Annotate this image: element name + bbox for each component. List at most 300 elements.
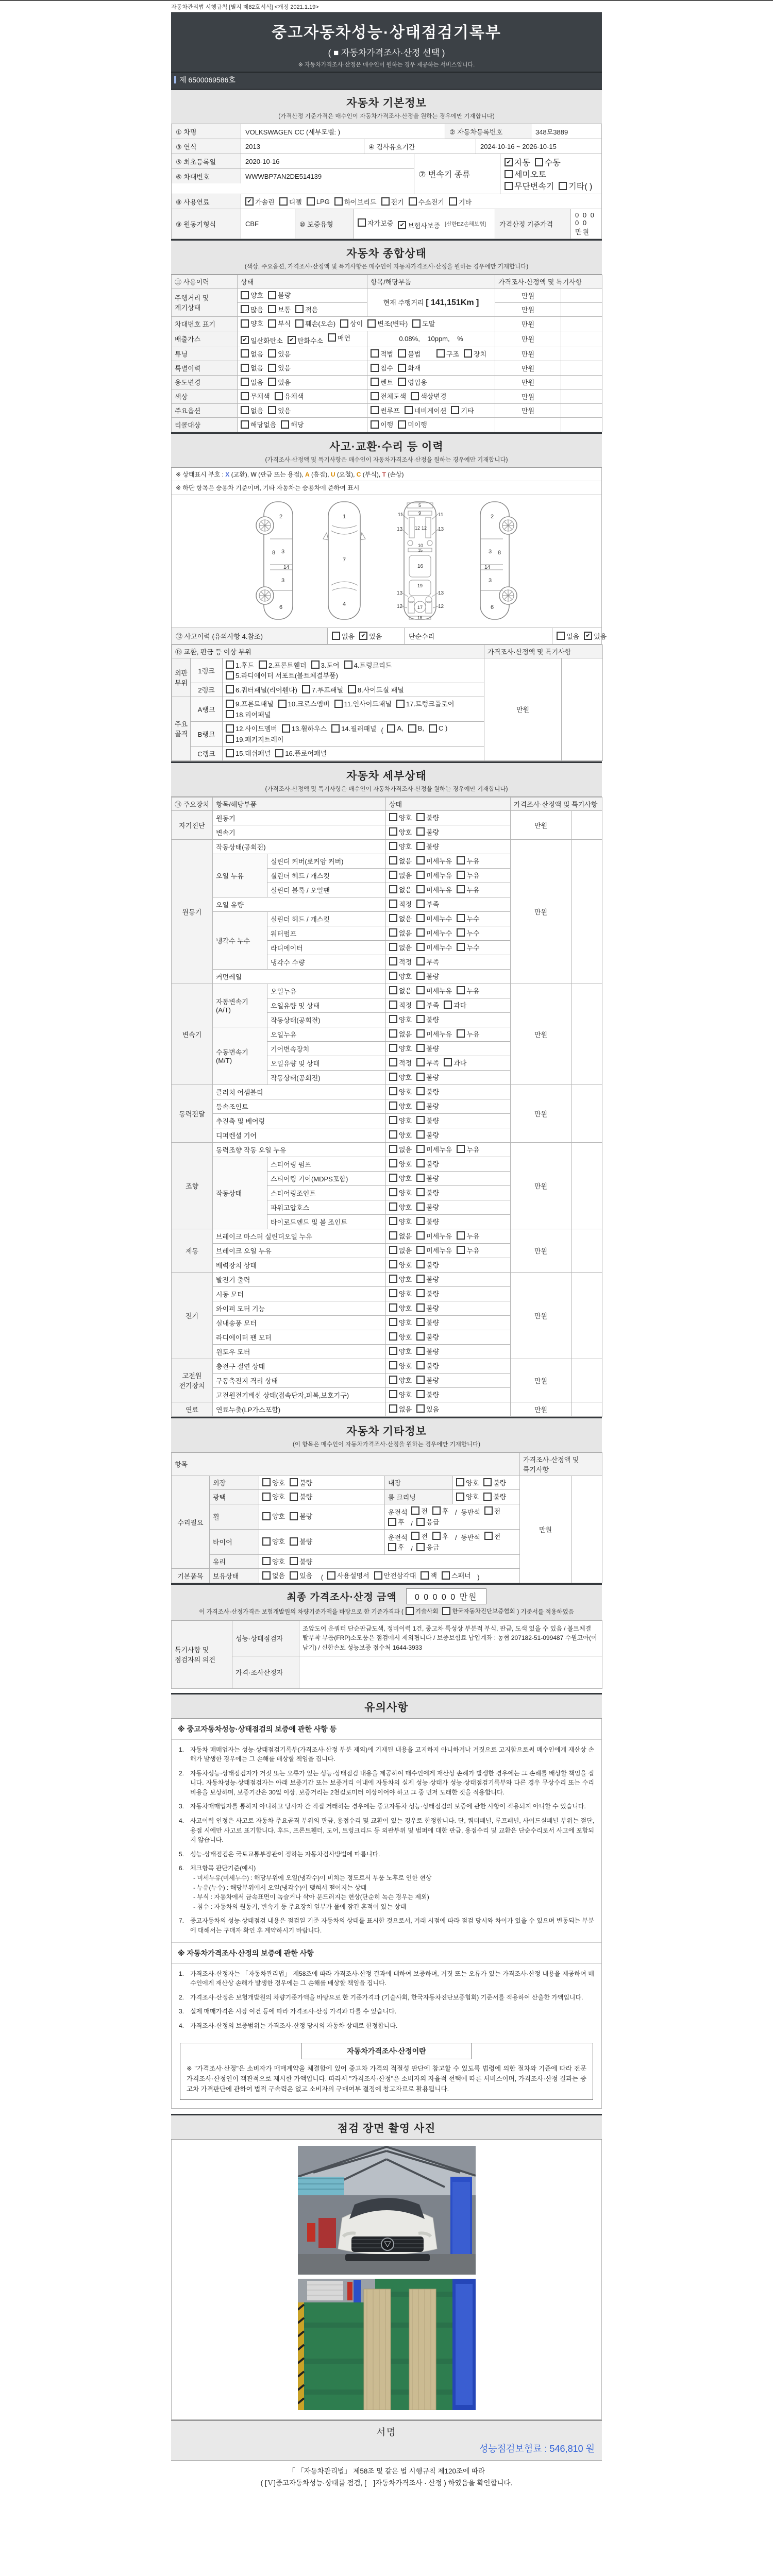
checkbox-unchecked[interactable]: 양호: [389, 1202, 412, 1212]
item-state-checks: [386, 1344, 511, 1359]
detail-row: [172, 1402, 602, 1416]
item-state-checks: [386, 1113, 511, 1128]
checkbox-unchecked[interactable]: 전: [411, 1531, 428, 1541]
checkbox-unchecked[interactable]: 없음: [262, 1570, 285, 1580]
checkbox-unchecked[interactable]: 부족: [416, 1000, 439, 1010]
checkbox-unchecked[interactable]: 후: [388, 1517, 405, 1527]
checkbox-unchecked[interactable]: 불량: [416, 1361, 439, 1370]
item-label: 브레이크 오일 누유: [213, 1243, 386, 1258]
checkbox-unchecked[interactable]: 양호: [389, 1274, 412, 1284]
checkbox-unchecked[interactable]: A,: [387, 724, 403, 733]
checkbox-unchecked[interactable]: 미세누수: [416, 942, 452, 952]
checkbox-unchecked[interactable]: 화재: [398, 363, 421, 372]
checkbox-unchecked[interactable]: 없음: [389, 942, 412, 952]
checkbox-unchecked[interactable]: 무채색: [241, 391, 270, 401]
checkbox-unchecked[interactable]: 19.패키지트레이: [226, 734, 283, 744]
checkbox-unchecked[interactable]: 네비게이션: [405, 405, 447, 415]
checkbox-unchecked[interactable]: 세미오토: [505, 168, 546, 180]
checkbox-unchecked[interactable]: 12.사이드멤버: [226, 723, 277, 733]
checkbox-unchecked[interactable]: 침수: [371, 363, 393, 372]
car-name-label: ① 차명: [172, 124, 241, 139]
checkbox-unchecked[interactable]: 양호: [389, 1043, 412, 1053]
item-label: 등속조인트: [213, 1099, 386, 1113]
room-cleaning-label: 룸 크리닝: [385, 1490, 453, 1504]
checkbox-unchecked[interactable]: 미세누유: [416, 986, 452, 995]
checkbox-unchecked[interactable]: 불량: [290, 1511, 312, 1521]
checkbox-checked[interactable]: ✔ 보험사보증: [398, 221, 440, 230]
checkbox-unchecked[interactable]: 누유: [457, 1144, 479, 1154]
checkbox-unchecked[interactable]: 1.후드: [226, 660, 254, 670]
checkbox-unchecked[interactable]: 전: [484, 1506, 501, 1516]
checkbox-unchecked[interactable]: 과다: [444, 1000, 466, 1010]
checkbox-unchecked[interactable]: 적음: [295, 304, 318, 314]
base-price-label: 가격산정 기준가격: [495, 209, 571, 239]
svg-text:3: 3: [281, 577, 285, 584]
item-label: 변속기: [213, 825, 386, 839]
checkbox-unchecked[interactable]: 부족: [416, 1058, 439, 1067]
checkbox-unchecked[interactable]: 사용설명서: [327, 1570, 369, 1580]
checkbox-unchecked[interactable]: 하이브리드: [334, 197, 377, 207]
checkbox-unchecked[interactable]: 기타: [451, 405, 474, 415]
checkbox-unchecked[interactable]: 미세누유: [416, 1144, 452, 1154]
checkbox-unchecked[interactable]: 양호: [456, 1478, 479, 1487]
checkbox-unchecked[interactable]: 5.라디에이터 서포트(볼트체결부품): [226, 670, 338, 680]
checkbox-unchecked[interactable]: 불량: [416, 812, 439, 822]
checkbox-unchecked[interactable]: 불량: [416, 1317, 439, 1327]
interior-checks: [453, 1476, 520, 1490]
item-state-checks: [386, 810, 511, 825]
checkbox-unchecked[interactable]: 불량: [416, 1216, 439, 1226]
section-detail-subtitle: (가격조사·산정액 및 특기사항은 매수인이 자동차가격조사·산정을 원하는 경우에만 기재합니다): [265, 786, 508, 792]
checkbox-unchecked[interactable]: 후: [388, 1542, 405, 1552]
fuel-label: ⑧ 사용연료: [172, 194, 241, 209]
svg-text:17: 17: [417, 604, 423, 610]
checkbox-unchecked[interactable]: 불법: [398, 349, 421, 359]
checkbox-unchecked[interactable]: 응급: [416, 1517, 439, 1527]
notice-bullet: - 부식 : 자동차에서 금속표면이 녹슬거나 삭아 문드러지는 현상(단순히 녹슨 경우는 제외): [193, 1893, 429, 1901]
checkbox-unchecked[interactable]: 미세누수: [416, 913, 452, 923]
item-label: 기어변속장치: [267, 1041, 386, 1056]
checkbox-unchecked[interactable]: 없음: [389, 1245, 412, 1255]
simple-repair-checks: [552, 628, 615, 644]
checkbox-unchecked[interactable]: 미세누유: [416, 856, 452, 866]
checkbox-unchecked[interactable]: 양호: [389, 1101, 412, 1111]
checkbox-unchecked[interactable]: 상이: [340, 318, 363, 328]
checkbox-unchecked[interactable]: 도말: [412, 318, 435, 328]
checkbox-unchecked[interactable]: 렌트: [371, 377, 393, 387]
checkbox-unchecked[interactable]: LPG: [307, 197, 330, 206]
checkbox-unchecked[interactable]: 불량: [416, 1202, 439, 1212]
possession-checks: 없음 있음 ( 사용설명서 안전삼각대 잭 스패너 ): [259, 1569, 520, 1583]
checkbox-unchecked[interactable]: 안전삼각대: [374, 1570, 416, 1580]
checkbox-unchecked[interactable]: 16.플로어패널: [275, 748, 327, 758]
checkbox-unchecked[interactable]: 영업용: [398, 377, 427, 387]
svg-text:12: 12: [415, 525, 421, 531]
checkbox-unchecked[interactable]: 불량: [416, 1159, 439, 1168]
checkbox-unchecked[interactable]: 양호: [389, 1115, 412, 1125]
checkbox-unchecked[interactable]: 불량: [483, 1478, 506, 1487]
item-state-checks: [386, 984, 511, 998]
svg-text:16: 16: [417, 563, 424, 569]
checkbox-unchecked[interactable]: 양호: [389, 971, 412, 981]
checkbox-checked[interactable]: ✔ 자동: [505, 156, 530, 168]
checkbox-unchecked[interactable]: 양호: [389, 1389, 412, 1399]
checkbox-unchecked[interactable]: 10.크로스멤버: [278, 699, 330, 708]
checkbox-unchecked[interactable]: 누유: [457, 1231, 479, 1241]
special-history-detail: [367, 361, 495, 376]
base-price-value: 0 0 0 0 0 만원: [575, 211, 595, 236]
checkbox-unchecked[interactable]: 양호: [262, 1478, 285, 1487]
device-label: 변속기: [172, 984, 213, 1084]
checkbox-unchecked[interactable]: 불량: [416, 841, 439, 851]
checkbox-unchecked[interactable]: 누수: [457, 913, 479, 923]
checkbox-unchecked[interactable]: 미세누유: [416, 870, 452, 880]
rankA-label: A랭크: [191, 697, 223, 722]
checkbox-unchecked[interactable]: 양호: [389, 1375, 412, 1385]
glass-label: 유리: [210, 1554, 259, 1569]
section-notice-title: 유의사항: [364, 1701, 409, 1714]
checkbox-unchecked[interactable]: 양호: [389, 1332, 412, 1342]
price-cell: 만원: [511, 1084, 572, 1142]
checkbox-unchecked[interactable]: 잭: [421, 1570, 437, 1580]
checkbox-unchecked[interactable]: 부족: [416, 899, 439, 909]
checkbox-unchecked[interactable]: 없음: [241, 349, 263, 359]
checkbox-unchecked[interactable]: 미세누유: [416, 885, 452, 894]
checkbox-unchecked[interactable]: 양호: [389, 1260, 412, 1269]
checkbox-unchecked[interactable]: 전: [484, 1531, 501, 1541]
price-cell: 만원: [511, 810, 572, 839]
section-detail-title: 자동차 세부상태: [346, 770, 427, 782]
confirmation-statement: [171, 2466, 602, 2489]
checkbox-unchecked[interactable]: 불량: [483, 1492, 506, 1501]
checkbox-unchecked[interactable]: 18.리어패널: [226, 709, 271, 719]
checkbox-unchecked[interactable]: 기타: [449, 197, 472, 207]
checkbox-unchecked[interactable]: 보통: [268, 304, 291, 314]
checkbox-unchecked[interactable]: 양호: [389, 1346, 412, 1356]
checkbox-unchecked[interactable]: 부족: [416, 957, 439, 967]
checkbox-unchecked[interactable]: 불량: [416, 1101, 439, 1111]
detail-row: [172, 1359, 602, 1373]
checkbox-unchecked[interactable]: 양호: [389, 1014, 412, 1024]
checkbox-unchecked[interactable]: 양호: [389, 841, 412, 851]
accident-history-label: ⑫ 사고이력 (유의사항 4.참조): [172, 628, 328, 644]
car-diagram-side-right: [471, 499, 520, 622]
vin-value: WWWBP7AN2DE514139: [245, 172, 322, 180]
notice-item: 6. 체크항목 판단기준(예시) - 미세누유(미세누수) : 해당부위에 오일(냉각수)이 비치는 정도로서 부품 노후로 인한 현상 - 누유(누수) : 해당부위에서 오일(냉각수)이 맺혀서 떨어지는 상태 - 부식 : 자동차에서 금속표면이 녹슬거나 삭아 문드러지는 현상(단순히 녹슨 경우는 제외) - 침수 : 자동차의 원동기, 변속기 등 주요장치 일부가 물에 잠긴 흔적이 있는 상태: [179, 1863, 594, 1911]
checkbox-unchecked[interactable]: 양호: [389, 1216, 412, 1226]
checkbox-unchecked[interactable]: 4.트렁크리드: [344, 660, 392, 670]
svg-text:9: 9: [418, 510, 422, 516]
checkbox-unchecked[interactable]: 과다: [444, 1058, 466, 1067]
checkbox-unchecked[interactable]: 전: [411, 1506, 428, 1516]
checkbox-unchecked[interactable]: 훼손(오손): [295, 318, 335, 328]
checkbox-unchecked[interactable]: 수소전기: [409, 197, 444, 207]
checkbox-unchecked[interactable]: 불량: [416, 1274, 439, 1284]
checkbox-unchecked[interactable]: 양호: [389, 1361, 412, 1370]
checkbox-unchecked[interactable]: 6.쿼터패널(리어휀다): [226, 685, 297, 694]
checkbox-unchecked[interactable]: 누유: [457, 856, 479, 866]
checkbox-unchecked[interactable]: 불량: [416, 1072, 439, 1082]
checkbox-unchecked[interactable]: 디젤: [279, 197, 302, 207]
checkbox-unchecked[interactable]: 2.프론트휀더: [259, 660, 307, 670]
checkbox-unchecked[interactable]: 없음: [389, 1144, 412, 1154]
checkbox-unchecked[interactable]: 15.대쉬패널: [226, 748, 271, 758]
checkbox-unchecked[interactable]: 불량: [416, 1303, 439, 1313]
checkbox-unchecked[interactable]: 무단변속기: [505, 180, 554, 192]
checkbox-unchecked[interactable]: 없음: [389, 856, 412, 866]
checkbox-unchecked[interactable]: 기타( ): [559, 180, 592, 192]
checkbox-checked[interactable]: ✔ 가솔린: [245, 197, 275, 207]
checkbox-unchecked[interactable]: 자가보증: [358, 218, 393, 228]
polish-checks: [259, 1490, 385, 1504]
photo-underbody-bay: [298, 2279, 476, 2410]
item-state-checks: [386, 955, 511, 969]
svg-text:3: 3: [281, 548, 285, 555]
confirmation-line2: ( [Ｖ]중고자동차성능·상태를 점검, [ ]자동차가격조사 · 산정 ) 하였음을 확인합니다.: [260, 2479, 513, 2487]
checkbox-unchecked[interactable]: 없음: [389, 986, 412, 995]
checkbox-unchecked[interactable]: 불량: [416, 1289, 439, 1298]
checkbox-unchecked[interactable]: 매연: [328, 333, 350, 343]
confirmation-line1: 「 「자동차관리법」 제58조 및 같은 법 시행규칙 제120조에 따라: [288, 2467, 485, 2475]
checkbox-unchecked[interactable]: 스패너: [442, 1570, 471, 1580]
checkbox-unchecked[interactable]: 적정: [389, 1058, 412, 1067]
svg-text:1: 1: [343, 513, 346, 520]
item-label: 와이퍼 모터 기능: [213, 1301, 386, 1315]
checkbox-unchecked[interactable]: 7.루프패널: [302, 685, 343, 694]
state-code-C: C: [356, 470, 361, 478]
checkbox-unchecked[interactable]: 있음: [268, 349, 291, 359]
svg-text:6: 6: [491, 604, 494, 611]
checkbox-unchecked[interactable]: 9.프론트패널: [226, 699, 274, 708]
item-state-checks: [386, 940, 511, 955]
tuning-checks: [238, 347, 367, 361]
note-cell: [572, 984, 602, 1084]
checkbox-unchecked[interactable]: 없음: [389, 913, 412, 923]
checkbox-unchecked[interactable]: 적법: [371, 349, 393, 359]
checkbox-unchecked[interactable]: 없음: [241, 363, 263, 372]
section-overall: [171, 239, 602, 275]
checkbox-unchecked[interactable]: 썬루프: [371, 405, 400, 415]
color-detail: [367, 389, 495, 404]
checkbox-unchecked[interactable]: 불량: [268, 290, 291, 300]
checkbox-unchecked[interactable]: 없음: [389, 1029, 412, 1039]
item-label: 실린더 헤드 / 개스킷: [267, 868, 386, 883]
checkbox-unchecked[interactable]: 없음: [389, 1231, 412, 1241]
final-price-value: 0 0 0 0 0 만원: [406, 1588, 486, 1604]
checkbox-unchecked[interactable]: 불량: [416, 827, 439, 837]
checkbox-unchecked[interactable]: 미이행: [398, 419, 427, 429]
checkbox-unchecked[interactable]: 없음: [389, 870, 412, 880]
checkbox-unchecked[interactable]: 불량: [416, 1043, 439, 1053]
section-notice: [171, 1693, 602, 1719]
checkbox-unchecked[interactable]: 미세누유: [416, 1245, 452, 1255]
checkbox-unchecked[interactable]: 불량: [290, 1492, 312, 1501]
glass-checks: [259, 1554, 520, 1569]
checkbox-unchecked[interactable]: 누수: [457, 928, 479, 938]
checkbox-unchecked[interactable]: 응급: [416, 1542, 439, 1552]
checkbox-unchecked[interactable]: 없음: [389, 928, 412, 938]
plate-value: 348모3889: [535, 128, 568, 136]
checkbox-unchecked[interactable]: 많음: [241, 304, 263, 314]
section-basic-info: [171, 89, 602, 124]
item-state-checks: [386, 1229, 511, 1243]
checkbox-unchecked[interactable]: 한국자동차진단보증협회: [442, 1607, 515, 1615]
checkbox-unchecked[interactable]: 양호: [262, 1556, 285, 1566]
checkbox-unchecked[interactable]: 양호: [389, 1087, 412, 1096]
etc-table: 항목 가격조사·산정액 및 특기사항 수리필요 외장 양호 불량 내장 양호 불량 만원 광택 양호 불량 룸 크리닝 양호 불량 휠 양호 불량 운전석 전 후 / 동반석 전 후 / 응급 타이어 양호 불량 운전석 전 후 / 동반석 전 후 / 응급 유리 양호 불량 기본품목 보유상태 없음 있음 ( 사용설명서 안전삼각대 잭 스패너 ): [171, 1452, 602, 1583]
report-note: ※ 자동차가격조사·산정은 매수인이 원하는 경우 제공하는 서비스입니다.: [298, 62, 475, 68]
checkbox-unchecked[interactable]: 변조(변타): [367, 318, 408, 328]
svg-text:8: 8: [272, 549, 276, 556]
checkbox-unchecked[interactable]: 수동: [535, 156, 561, 168]
appraiser-label: 가격·조사산정자: [232, 1656, 299, 1688]
checkbox-unchecked[interactable]: 누유: [457, 885, 479, 894]
checkbox-unchecked[interactable]: 누유: [457, 1245, 479, 1255]
detail-row: [172, 810, 602, 825]
notice-subtitle2: ※ 자동차가격조사·산정의 보증에 관한 사항: [172, 1942, 601, 1964]
checkbox-unchecked[interactable]: 양호: [262, 1511, 285, 1521]
checkbox-unchecked[interactable]: 불량: [416, 1115, 439, 1125]
checkbox-unchecked[interactable]: 17.트렁크플로어: [396, 699, 454, 708]
exterior-label: 외장: [210, 1476, 259, 1490]
overall-col-state: 상태: [238, 275, 367, 289]
checkbox-unchecked[interactable]: 불량: [416, 1346, 439, 1356]
checkbox-unchecked[interactable]: 색상변경: [411, 391, 446, 401]
checkbox-unchecked[interactable]: 양호: [389, 1159, 412, 1168]
checkbox-unchecked[interactable]: B,: [408, 724, 424, 733]
svg-text:14: 14: [484, 564, 491, 570]
checkbox-unchecked[interactable]: 양호: [389, 1130, 412, 1140]
svg-text:19: 19: [417, 583, 423, 588]
checkbox-unchecked[interactable]: 불량: [290, 1556, 312, 1566]
checkbox-unchecked[interactable]: 양호: [241, 318, 263, 328]
checkbox-unchecked[interactable]: 없음: [332, 631, 355, 641]
checkbox-unchecked[interactable]: 불량: [290, 1536, 312, 1546]
checkbox-unchecked[interactable]: 부식: [268, 318, 291, 328]
checkbox-unchecked[interactable]: 양호: [389, 1173, 412, 1183]
notice-items1: [172, 1740, 601, 1942]
checkbox-unchecked[interactable]: 적정: [389, 957, 412, 967]
checkbox-unchecked[interactable]: 없음: [389, 885, 412, 894]
checkbox-unchecked[interactable]: 양호: [389, 812, 412, 822]
checkbox-unchecked[interactable]: 없음: [241, 377, 263, 387]
checkbox-unchecked[interactable]: 누유: [457, 870, 479, 880]
checkbox-unchecked[interactable]: 누유: [457, 1029, 479, 1039]
checkbox-unchecked[interactable]: 해당: [281, 419, 304, 429]
checkbox-unchecked[interactable]: 적정: [389, 899, 412, 909]
checkbox-unchecked[interactable]: 미세누수: [416, 928, 452, 938]
checkbox-checked[interactable]: ✔ 일산화탄소: [241, 335, 283, 345]
car-diagram-side-left: [253, 499, 302, 622]
checkbox-unchecked[interactable]: 양호: [389, 1317, 412, 1327]
checkbox-unchecked[interactable]: 해당없음: [241, 419, 276, 429]
accident-box: [171, 468, 607, 761]
checkbox-unchecked[interactable]: 기술사회: [406, 1607, 438, 1615]
item-label: 라디에이터: [267, 940, 386, 955]
checkbox-unchecked[interactable]: 불량: [416, 1173, 439, 1183]
checkbox-unchecked[interactable]: 적정: [389, 1000, 412, 1010]
car-name-value: VOLKSWAGEN CC (세부모델: ): [241, 124, 445, 139]
item-state-checks: [386, 1041, 511, 1056]
checkbox-unchecked[interactable]: 있음: [416, 1404, 439, 1414]
checkbox-unchecked[interactable]: 불량: [416, 1014, 439, 1024]
device-label: 전기: [172, 1272, 213, 1359]
checkbox-checked[interactable]: ✔ 있음: [359, 631, 382, 641]
checkbox-unchecked[interactable]: 양호: [389, 1303, 412, 1313]
checkbox-unchecked[interactable]: 양호: [456, 1492, 479, 1501]
checkbox-unchecked[interactable]: 이행: [371, 419, 393, 429]
checkbox-unchecked[interactable]: 없음: [241, 405, 263, 415]
checkbox-unchecked[interactable]: 불량: [416, 1188, 439, 1197]
checkbox-unchecked[interactable]: 장치: [464, 349, 486, 359]
checkbox-unchecked[interactable]: 8.사이드실 패널: [348, 685, 404, 694]
detail-row: [172, 1084, 602, 1099]
checkbox-unchecked[interactable]: 양호: [241, 290, 263, 300]
checkbox-unchecked[interactable]: 구조: [436, 349, 459, 359]
checkbox-unchecked[interactable]: 미세누유: [416, 1029, 452, 1039]
checkbox-unchecked[interactable]: 양호: [389, 1289, 412, 1298]
checkbox-unchecked[interactable]: 14.필러패널: [331, 723, 376, 733]
checkbox-unchecked[interactable]: 불량: [416, 971, 439, 981]
checkbox-unchecked[interactable]: 유채색: [275, 391, 304, 401]
checkbox-unchecked[interactable]: 있음: [268, 405, 291, 415]
checkbox-unchecked[interactable]: 양호: [262, 1536, 285, 1546]
checkbox-unchecked[interactable]: 불량: [416, 1130, 439, 1140]
checkbox-unchecked[interactable]: 양호: [262, 1492, 285, 1501]
checkbox-checked[interactable]: ✔ 있음: [584, 631, 607, 641]
checkbox-unchecked[interactable]: 전기: [381, 197, 404, 207]
year-label: ③ 연식: [172, 139, 241, 154]
svg-text:14: 14: [283, 564, 290, 570]
checkbox-unchecked[interactable]: 불량: [416, 1260, 439, 1269]
checkbox-unchecked[interactable]: 13.휠하우스: [282, 723, 327, 733]
checkbox-unchecked[interactable]: 후: [432, 1506, 449, 1516]
item-state-checks: [386, 1359, 511, 1373]
checkbox-unchecked[interactable]: 불량: [416, 1332, 439, 1342]
checkbox-unchecked[interactable]: 있음: [268, 363, 291, 372]
checkbox-unchecked[interactable]: 없음: [557, 631, 579, 641]
checkbox-unchecked[interactable]: 없음: [389, 1404, 412, 1414]
vin-mark-label: 차대번호 표기: [172, 317, 238, 331]
item-state-checks: [386, 911, 511, 926]
overall-table: ⑪ 사용이력 상태 항목/해당부품 가격조사·산정액 및 특기사항 주행거리 및 계기상태 양호 불량 현재 주행거리 [ 141,151Km ] 만원 많음 보통 적음 만원 차대번호 표기 양호 부식 훼손(오손) 상이 변조(변타) 도말 만원 배출가스 ✔ 일산화탄소 ✔ 탄화수소 매연 0.08%, 10ppm, % 만원 튜닝 없음 있음 적법 불법 구조 장치 만원 특별이력 없음 있음 침수 화재 만원 용도변경 없음 있음 렌트 영업용 만원 색상 무채색 유채색 전체도색 색상변경 만원 주요옵션 없음 있음 썬루프 네비게이션 기타 만원 리콜대상 해당없음 해당 이행 미이행: [171, 275, 602, 432]
checkbox-unchecked[interactable]: 전체도색: [371, 391, 406, 401]
checkbox-unchecked[interactable]: 불량: [416, 1087, 439, 1096]
checkbox-unchecked[interactable]: 있음: [290, 1570, 312, 1580]
photo-front-of-car: [298, 2146, 476, 2275]
checkbox-unchecked[interactable]: 불량: [416, 1375, 439, 1385]
subgroup-label: 수동변속기 (M/T): [213, 1027, 267, 1084]
checkbox-unchecked[interactable]: 3.도어: [311, 660, 340, 670]
checkbox-unchecked[interactable]: 양호: [389, 1072, 412, 1082]
checkbox-unchecked[interactable]: 후: [432, 1531, 449, 1541]
item-label: 실린더 블록 / 오일팬: [267, 883, 386, 897]
checkbox-unchecked[interactable]: 있음: [268, 377, 291, 387]
checkbox-unchecked[interactable]: 양호: [389, 827, 412, 837]
checkbox-unchecked[interactable]: 누수: [457, 942, 479, 952]
checkbox-checked[interactable]: ✔ 탄화수소: [288, 335, 323, 345]
checkbox-unchecked[interactable]: 양호: [389, 1188, 412, 1197]
checkbox-unchecked[interactable]: 불량: [416, 1389, 439, 1399]
item-label: 충전구 절연 상태: [213, 1359, 386, 1373]
checkbox-unchecked[interactable]: 미세누유: [416, 1231, 452, 1241]
checkbox-unchecked[interactable]: 불량: [290, 1478, 312, 1487]
svg-text:4: 4: [343, 601, 346, 607]
checkbox-unchecked[interactable]: 11.인사이드패널: [334, 699, 392, 708]
detail-row: [172, 984, 602, 998]
checkbox-unchecked[interactable]: 누유: [457, 986, 479, 995]
checkbox-unchecked[interactable]: C ): [429, 724, 447, 733]
